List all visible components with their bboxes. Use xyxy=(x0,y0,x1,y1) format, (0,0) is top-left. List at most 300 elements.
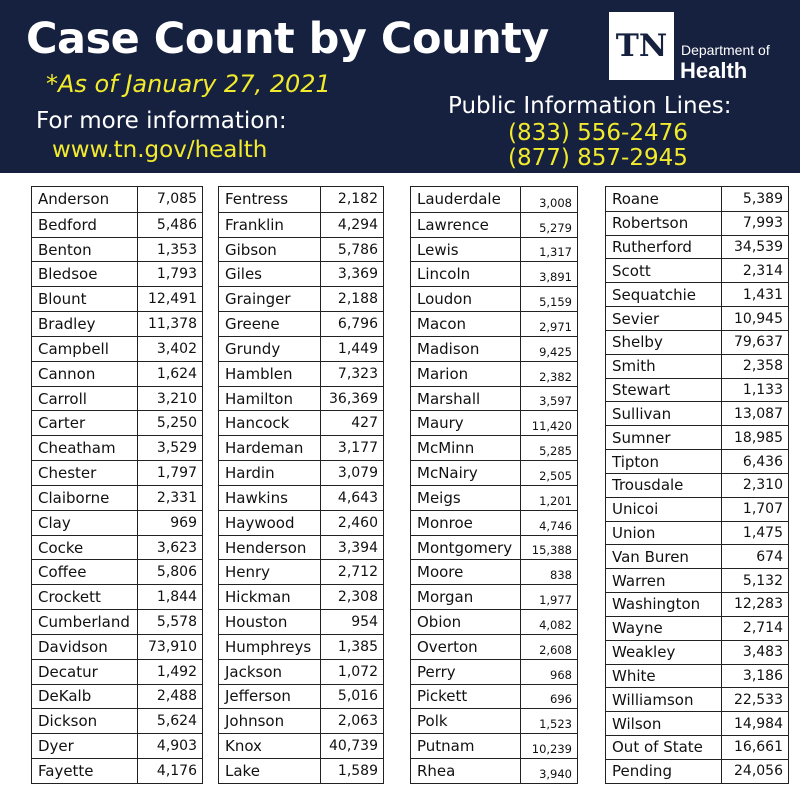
county-name: Crockett xyxy=(32,585,138,609)
more-info-label: For more information: xyxy=(36,108,287,134)
county-name: Madison xyxy=(411,337,521,361)
case-count: 2,182 xyxy=(337,191,378,208)
table-row xyxy=(606,592,788,616)
case-count: 7,085 xyxy=(156,191,197,208)
case-count: 5,016 xyxy=(337,688,378,705)
case-count: 11,378 xyxy=(148,316,197,333)
table-row xyxy=(411,261,577,286)
county-name: Maury xyxy=(411,411,521,435)
county-name: Tipton xyxy=(606,450,722,473)
case-count: 2,971 xyxy=(539,319,572,334)
county-name: Out of State xyxy=(606,736,722,759)
case-count: 5,578 xyxy=(156,613,197,630)
table-row xyxy=(606,258,788,282)
table-row xyxy=(411,634,577,659)
county-name: Hardeman xyxy=(219,436,321,460)
case-count: 2,308 xyxy=(337,589,378,606)
table-row xyxy=(32,261,202,286)
table-row xyxy=(219,659,383,684)
table-row xyxy=(32,684,202,709)
case-count: 1,589 xyxy=(337,762,378,779)
county-name: Houston xyxy=(219,610,321,634)
county-name: White xyxy=(606,665,722,688)
table-row xyxy=(606,664,788,688)
table-row xyxy=(606,401,788,425)
table-row xyxy=(32,386,202,411)
case-count: 3,079 xyxy=(337,465,378,482)
table-row xyxy=(32,510,202,535)
county-name: Cannon xyxy=(32,362,138,386)
case-count: 427 xyxy=(351,415,378,432)
county-name: Stewart xyxy=(606,379,722,402)
more-info-url: www.tn.gov/health xyxy=(52,137,268,163)
county-name: Hardin xyxy=(219,461,321,485)
case-count: 40,739 xyxy=(329,738,378,755)
county-table-column-4 xyxy=(605,186,789,784)
table-row xyxy=(219,261,383,286)
case-count: 1,353 xyxy=(156,241,197,258)
county-name: Marion xyxy=(411,362,521,386)
case-count: 5,624 xyxy=(156,713,197,730)
case-count: 73,910 xyxy=(148,638,197,655)
case-count: 3,186 xyxy=(742,667,783,684)
table-row xyxy=(411,708,577,733)
case-count: 4,903 xyxy=(156,738,197,755)
table-row xyxy=(411,659,577,684)
table-row xyxy=(32,634,202,659)
page-title: Case Count by County xyxy=(26,14,549,64)
case-count: 2,063 xyxy=(337,713,378,730)
case-count: 1,385 xyxy=(337,638,378,655)
case-count: 3,177 xyxy=(337,440,378,457)
county-name: Lawrence xyxy=(411,213,521,237)
table-row xyxy=(32,410,202,435)
table-row xyxy=(219,584,383,609)
table-row xyxy=(219,510,383,535)
table-row xyxy=(411,609,577,634)
logo-department-text: Department of xyxy=(681,42,770,58)
county-name: Bedford xyxy=(32,213,138,237)
case-count: 79,637 xyxy=(734,334,783,351)
case-count: 11,420 xyxy=(531,419,572,434)
case-count: 1,523 xyxy=(539,717,572,732)
case-count: 10,945 xyxy=(734,310,783,327)
case-count: 954 xyxy=(351,613,378,630)
case-count: 1,977 xyxy=(539,593,572,608)
table-row xyxy=(219,187,383,212)
table-row xyxy=(606,306,788,330)
table-row xyxy=(219,684,383,709)
case-count: 5,279 xyxy=(539,220,572,235)
case-count: 696 xyxy=(550,692,572,707)
case-count: 34,539 xyxy=(734,239,783,256)
table-row xyxy=(219,634,383,659)
county-name: Bledsoe xyxy=(32,262,138,286)
phone-number-2: (877) 857-2945 xyxy=(508,145,688,171)
county-name: Pickett xyxy=(411,685,521,709)
county-name: McNairy xyxy=(411,461,521,485)
table-row xyxy=(606,616,788,640)
table-row xyxy=(411,187,577,212)
county-name: Humphreys xyxy=(219,635,321,659)
table-row xyxy=(606,473,788,497)
county-name: Hamblen xyxy=(219,362,321,386)
table-row xyxy=(411,286,577,311)
case-count: 3,483 xyxy=(742,644,783,661)
county-name: Henderson xyxy=(219,536,321,560)
case-count: 36,369 xyxy=(329,390,378,407)
case-count: 15,388 xyxy=(531,543,572,558)
county-table-column-2 xyxy=(218,186,384,784)
case-count: 4,176 xyxy=(156,762,197,779)
county-name: Smith xyxy=(606,355,722,378)
county-name: Hancock xyxy=(219,411,321,435)
county-name: Morgan xyxy=(411,585,521,609)
case-count: 1,475 xyxy=(742,525,783,541)
table-row xyxy=(219,609,383,634)
county-name: Van Buren xyxy=(606,545,722,568)
case-count: 16,661 xyxy=(734,739,783,756)
case-count: 22,533 xyxy=(734,691,783,708)
table-row xyxy=(32,609,202,634)
county-name: Monroe xyxy=(411,511,521,535)
table-row xyxy=(606,568,788,592)
county-name: Macon xyxy=(411,312,521,336)
county-name: Wilson xyxy=(606,712,722,735)
table-row xyxy=(411,410,577,435)
case-count: 1,449 xyxy=(337,340,378,357)
case-count: 968 xyxy=(550,667,572,682)
case-count: 3,008 xyxy=(539,195,572,210)
table-row xyxy=(606,235,788,259)
county-name: Hawkins xyxy=(219,486,321,510)
county-name: Putnam xyxy=(411,734,521,758)
case-count: 5,786 xyxy=(337,241,378,258)
county-name: Lake xyxy=(219,759,321,783)
county-name: Giles xyxy=(219,262,321,286)
case-count: 4,746 xyxy=(539,518,572,533)
county-name: Perry xyxy=(411,660,521,684)
table-row xyxy=(32,708,202,733)
table-row xyxy=(219,733,383,758)
county-name: Henry xyxy=(219,560,321,584)
county-name: Roane xyxy=(606,187,722,211)
case-count: 1,072 xyxy=(337,663,378,680)
table-row xyxy=(32,336,202,361)
case-count: 2,314 xyxy=(742,262,783,279)
case-count: 18,985 xyxy=(734,429,783,446)
table-row xyxy=(219,485,383,510)
case-count: 5,486 xyxy=(156,216,197,233)
table-row xyxy=(606,211,788,235)
county-name: Washington xyxy=(606,593,722,616)
case-count: 2,331 xyxy=(156,489,197,506)
county-name: Sullivan xyxy=(606,402,722,425)
table-row xyxy=(411,485,577,510)
table-row xyxy=(219,237,383,262)
case-count: 2,712 xyxy=(337,564,378,581)
county-name: McMinn xyxy=(411,436,521,460)
table-row xyxy=(411,733,577,758)
table-row xyxy=(606,187,788,211)
table-row xyxy=(606,759,788,783)
table-row xyxy=(32,733,202,758)
county-name: Lincoln xyxy=(411,262,521,286)
county-name: Scott xyxy=(606,259,722,282)
case-count: 12,283 xyxy=(734,596,783,613)
county-name: Haywood xyxy=(219,511,321,535)
county-name: Hamilton xyxy=(219,387,321,411)
county-name: Blount xyxy=(32,287,138,311)
county-name: Wayne xyxy=(606,617,722,640)
county-table-column-1 xyxy=(31,186,203,784)
case-count: 2,488 xyxy=(156,688,197,705)
county-name: Cocke xyxy=(32,536,138,560)
table-row xyxy=(411,460,577,485)
table-row xyxy=(32,187,202,212)
county-name: Campbell xyxy=(32,337,138,361)
case-count: 2,382 xyxy=(539,369,572,384)
case-count: 3,891 xyxy=(539,270,572,285)
county-name: Carter xyxy=(32,411,138,435)
case-count: 2,505 xyxy=(539,468,572,483)
county-name: Cheatham xyxy=(32,436,138,460)
county-name: Jackson xyxy=(219,660,321,684)
case-count: 6,436 xyxy=(742,453,783,470)
table-row xyxy=(606,354,788,378)
table-row xyxy=(411,535,577,560)
table-row xyxy=(606,687,788,711)
case-count: 9,425 xyxy=(539,344,572,359)
county-name: Pending xyxy=(606,760,722,783)
county-name: Jefferson xyxy=(219,685,321,709)
county-name: Williamson xyxy=(606,688,722,711)
table-row xyxy=(411,386,577,411)
table-row xyxy=(411,758,577,783)
table-row xyxy=(32,212,202,237)
table-row xyxy=(606,521,788,545)
case-count: 1,431 xyxy=(742,286,783,303)
county-name: Grainger xyxy=(219,287,321,311)
case-count: 2,460 xyxy=(337,514,378,531)
table-row xyxy=(219,336,383,361)
case-count: 5,389 xyxy=(742,190,783,207)
county-name: Overton xyxy=(411,635,521,659)
county-name: Meigs xyxy=(411,486,521,510)
county-name: Montgomery xyxy=(411,536,521,560)
logo-health-text: Health xyxy=(680,58,748,83)
case-count: 12,491 xyxy=(148,291,197,308)
county-name: Gibson xyxy=(219,238,321,262)
case-count: 6,796 xyxy=(337,316,378,333)
table-row xyxy=(606,378,788,402)
case-count: 838 xyxy=(550,568,572,583)
county-name: Sevier xyxy=(606,307,722,330)
county-name: Loudon xyxy=(411,287,521,311)
county-table-column-3 xyxy=(410,186,578,784)
county-name: Greene xyxy=(219,312,321,336)
case-count: 1,797 xyxy=(156,465,197,482)
case-count: 1,201 xyxy=(539,493,572,508)
table-row xyxy=(411,435,577,460)
county-name: Shelby xyxy=(606,331,722,354)
table-row xyxy=(32,659,202,684)
case-count: 14,984 xyxy=(734,715,783,732)
table-row xyxy=(606,711,788,735)
phone-number-1: (833) 556-2476 xyxy=(508,120,688,146)
case-count: 7,993 xyxy=(742,215,783,232)
case-count: 3,623 xyxy=(156,539,197,556)
case-count: 2,188 xyxy=(337,291,378,308)
county-name: Union xyxy=(606,522,722,545)
table-row xyxy=(411,361,577,386)
table-row xyxy=(32,584,202,609)
table-row xyxy=(606,497,788,521)
table-row xyxy=(219,435,383,460)
case-count: 3,402 xyxy=(156,340,197,357)
case-count: 3,940 xyxy=(539,766,572,781)
county-name: Claiborne xyxy=(32,486,138,510)
table-row xyxy=(606,282,788,306)
county-name: Johnson xyxy=(219,709,321,733)
table-row xyxy=(219,361,383,386)
case-count: 7,323 xyxy=(337,365,378,382)
table-row xyxy=(411,237,577,262)
table-row xyxy=(32,758,202,783)
county-name: Bradley xyxy=(32,312,138,336)
case-count: 2,358 xyxy=(742,358,783,375)
county-name: Lauderdale xyxy=(411,187,521,212)
case-count: 1,793 xyxy=(156,266,197,283)
table-row xyxy=(32,535,202,560)
table-row xyxy=(411,510,577,535)
county-name: Fayette xyxy=(32,759,138,783)
table-row xyxy=(411,584,577,609)
case-count: 1,492 xyxy=(156,663,197,680)
case-count: 3,597 xyxy=(539,394,572,409)
county-name: DeKalb xyxy=(32,685,138,709)
table-row xyxy=(32,286,202,311)
county-name: Lewis xyxy=(411,238,521,262)
as-of-date: *As of January 27, 2021 xyxy=(46,70,331,98)
case-count: 4,082 xyxy=(539,617,572,632)
county-name: Weakley xyxy=(606,641,722,664)
case-count: 3,394 xyxy=(337,539,378,556)
table-row xyxy=(219,535,383,560)
case-count: 674 xyxy=(756,548,783,565)
case-count: 1,844 xyxy=(156,589,197,606)
county-name: Moore xyxy=(411,560,521,584)
table-row xyxy=(32,460,202,485)
county-name: Obion xyxy=(411,610,521,634)
case-count: 24,056 xyxy=(734,763,783,780)
tn-logo-mark: TN xyxy=(609,12,674,80)
case-count: 5,250 xyxy=(156,415,197,432)
case-count: 5,132 xyxy=(742,572,783,589)
case-count: 10,239 xyxy=(531,742,572,757)
county-name: Davidson xyxy=(32,635,138,659)
county-name: Dickson xyxy=(32,709,138,733)
county-name: Clay xyxy=(32,511,138,535)
table-row xyxy=(411,684,577,709)
table-row xyxy=(411,212,577,237)
table-row xyxy=(219,386,383,411)
county-name: Carroll xyxy=(32,387,138,411)
table-row xyxy=(606,425,788,449)
county-name: Knox xyxy=(219,734,321,758)
case-count: 1,624 xyxy=(156,365,197,382)
case-count: 3,210 xyxy=(156,390,197,407)
county-name: Rutherford xyxy=(606,236,722,259)
county-name: Chester xyxy=(32,461,138,485)
table-row xyxy=(606,449,788,473)
table-row xyxy=(411,559,577,584)
county-name: Cumberland xyxy=(32,610,138,634)
case-count: 969 xyxy=(170,514,197,531)
case-count: 5,806 xyxy=(156,564,197,581)
info-lines-title: Public Information Lines: xyxy=(448,93,732,119)
county-name: Sequatchie xyxy=(606,283,722,306)
county-name: Hickman xyxy=(219,585,321,609)
county-name: Unicoi xyxy=(606,498,722,521)
county-name: Decatur xyxy=(32,660,138,684)
county-name: Anderson xyxy=(32,187,138,212)
county-name: Marshall xyxy=(411,387,521,411)
county-name: Coffee xyxy=(32,560,138,584)
case-count: 2,714 xyxy=(742,620,783,637)
case-count: 5,159 xyxy=(539,295,572,310)
case-count: 13,087 xyxy=(734,405,783,422)
county-name: Grundy xyxy=(219,337,321,361)
table-row xyxy=(32,361,202,386)
county-name: Sumner xyxy=(606,426,722,449)
case-count: 3,369 xyxy=(337,266,378,283)
county-name: Robertson xyxy=(606,212,722,235)
case-count: 2,608 xyxy=(539,642,572,657)
county-name: Fentress xyxy=(219,187,321,212)
table-row xyxy=(32,311,202,336)
table-row xyxy=(219,708,383,733)
table-row xyxy=(411,336,577,361)
table-row xyxy=(32,237,202,262)
table-row xyxy=(219,758,383,783)
table-row xyxy=(219,559,383,584)
table-row xyxy=(32,435,202,460)
county-name: Benton xyxy=(32,238,138,262)
county-name: Rhea xyxy=(411,759,521,783)
county-name: Trousdale xyxy=(606,474,722,497)
table-row xyxy=(32,559,202,584)
case-count: 1,133 xyxy=(742,382,783,399)
table-row xyxy=(411,311,577,336)
county-name: Polk xyxy=(411,709,521,733)
table-row xyxy=(219,212,383,237)
table-row xyxy=(606,330,788,354)
table-row xyxy=(219,286,383,311)
case-count: 2,310 xyxy=(742,477,783,494)
case-count: 4,643 xyxy=(337,489,378,506)
county-name: Franklin xyxy=(219,213,321,237)
case-count: 1,707 xyxy=(742,501,783,518)
county-name: Warren xyxy=(606,569,722,592)
case-count: 5,285 xyxy=(539,444,572,459)
header-banner xyxy=(0,0,800,173)
table-row xyxy=(219,311,383,336)
case-count: 4,294 xyxy=(337,216,378,233)
table-row xyxy=(606,735,788,759)
case-count: 3,529 xyxy=(156,440,197,457)
table-row xyxy=(606,640,788,664)
